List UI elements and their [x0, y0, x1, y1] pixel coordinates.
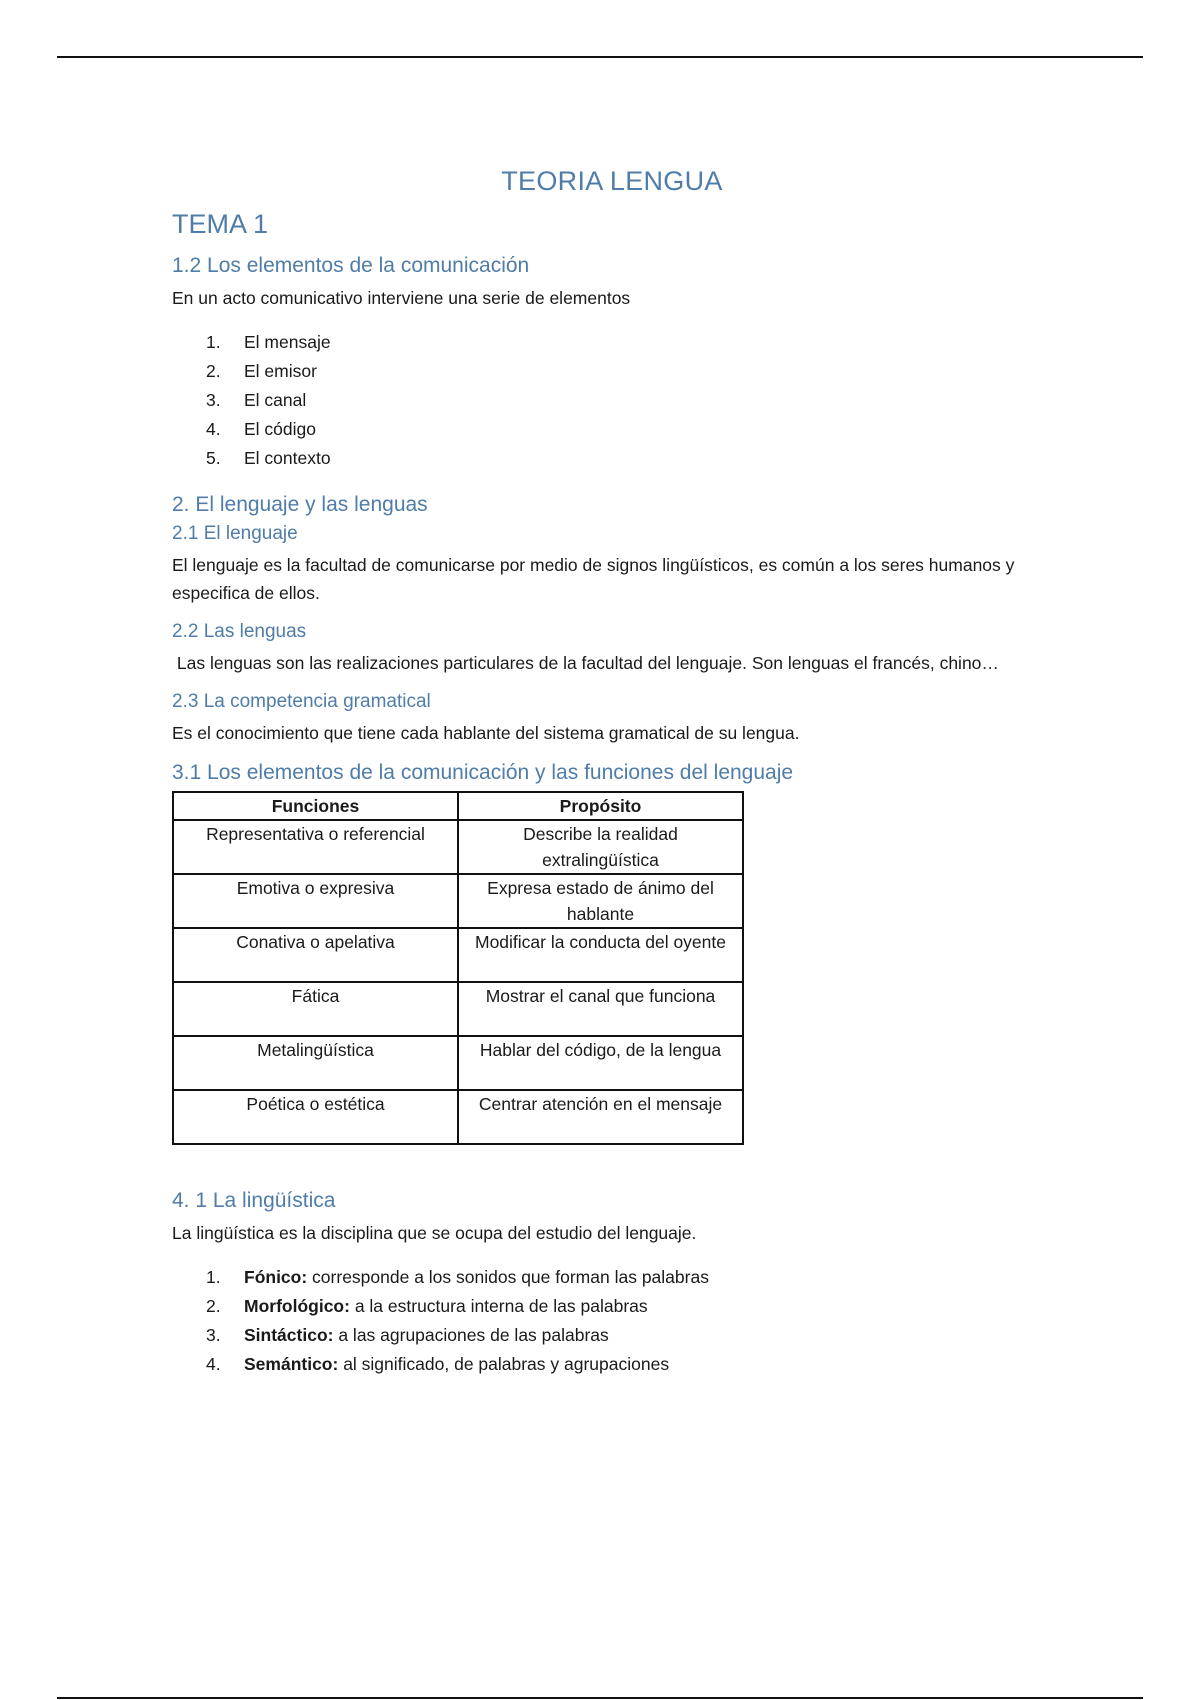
list-item: 5. El contexto [206, 448, 331, 468]
section-1-2-heading: 1.2 Los elementos de la comunicación [172, 254, 530, 277]
communication-elements-list [172, 328, 1052, 473]
list-item: 3. El canal [206, 390, 307, 410]
column-header-funciones: Funciones [173, 792, 458, 820]
section-2-1-text: El lenguaje es la facultad de comunicarse por medio de signos lingüísticos, es común a los seres humanos y especifica de ellos. [172, 555, 1015, 603]
section-2-2-text: Las lenguas son las realizaciones particulares de la facultad del lenguaje. Son lenguas el francés, chino… [172, 653, 999, 673]
table-cell: Conativa o apelativa [173, 928, 458, 982]
document-title: TEORIA LENGUA [501, 166, 723, 196]
tema-heading: TEMA 1 [172, 209, 269, 239]
section-1-2-intro: En un acto comunicativo interviene una serie de elementos [172, 288, 631, 308]
table-row [173, 820, 743, 874]
table-cell: Hablar del código, de la lengua [458, 1036, 743, 1090]
section-2-3-heading: 2.3 La competencia gramatical [172, 691, 431, 712]
table-cell: Representativa o referencial [173, 820, 458, 874]
list-item: 2. Morfológico: a la estructura interna de las palabras [206, 1296, 648, 1316]
table-row [173, 928, 743, 982]
table-cell: Centrar atención en el mensaje [458, 1090, 743, 1144]
section-4-1-intro: La lingüística es la disciplina que se ocupa del estudio del lenguaje. [172, 1223, 697, 1243]
document-body [172, 166, 1052, 1379]
list-item: 4. Semántico: al significado, de palabras y agrupaciones [206, 1354, 670, 1374]
section-2-3-text: Es el conocimiento que tiene cada hablante del sistema gramatical de su lengua. [172, 723, 800, 743]
linguistics-levels-list [172, 1263, 1052, 1379]
section-3-1-heading: 3.1 Los elementos de la comunicación y las funciones del lenguaje [172, 761, 794, 784]
column-header-proposito: Propósito [458, 792, 743, 820]
table-row [173, 982, 743, 1036]
table-cell: Describe la realidad extralingüística [458, 820, 743, 874]
list-item: 1. El mensaje [206, 332, 331, 352]
section-2-heading: 2. El lenguaje y las lenguas [172, 493, 428, 516]
table-cell: Metalingüística [173, 1036, 458, 1090]
table-row [173, 1090, 743, 1144]
table-row [173, 1036, 743, 1090]
list-item: 4. El código [206, 419, 316, 439]
table-row [173, 874, 743, 928]
top-rule [57, 56, 1143, 58]
bottom-rule [57, 1697, 1143, 1699]
list-item: 3. Sintáctico: a las agrupaciones de las palabras [206, 1325, 609, 1345]
table-cell: Poética o estética [173, 1090, 458, 1144]
list-item: 1. Fónico: corresponde a los sonidos que forman las palabras [206, 1267, 709, 1287]
list-item: 2. El emisor [206, 361, 317, 381]
table-header-row [173, 792, 743, 820]
section-4-1-heading: 4. 1 La lingüística [172, 1189, 336, 1212]
table-cell: Modificar la conducta del oyente [458, 928, 743, 982]
table-cell: Mostrar el canal que funciona [458, 982, 743, 1036]
functions-table [172, 791, 744, 1145]
section-2-1-heading: 2.1 El lenguaje [172, 523, 298, 544]
table-cell: Emotiva o expresiva [173, 874, 458, 928]
table-cell: Expresa estado de ánimo del hablante [458, 874, 743, 928]
section-2-2-heading: 2.2 Las lenguas [172, 621, 307, 642]
table-cell: Fática [173, 982, 458, 1036]
